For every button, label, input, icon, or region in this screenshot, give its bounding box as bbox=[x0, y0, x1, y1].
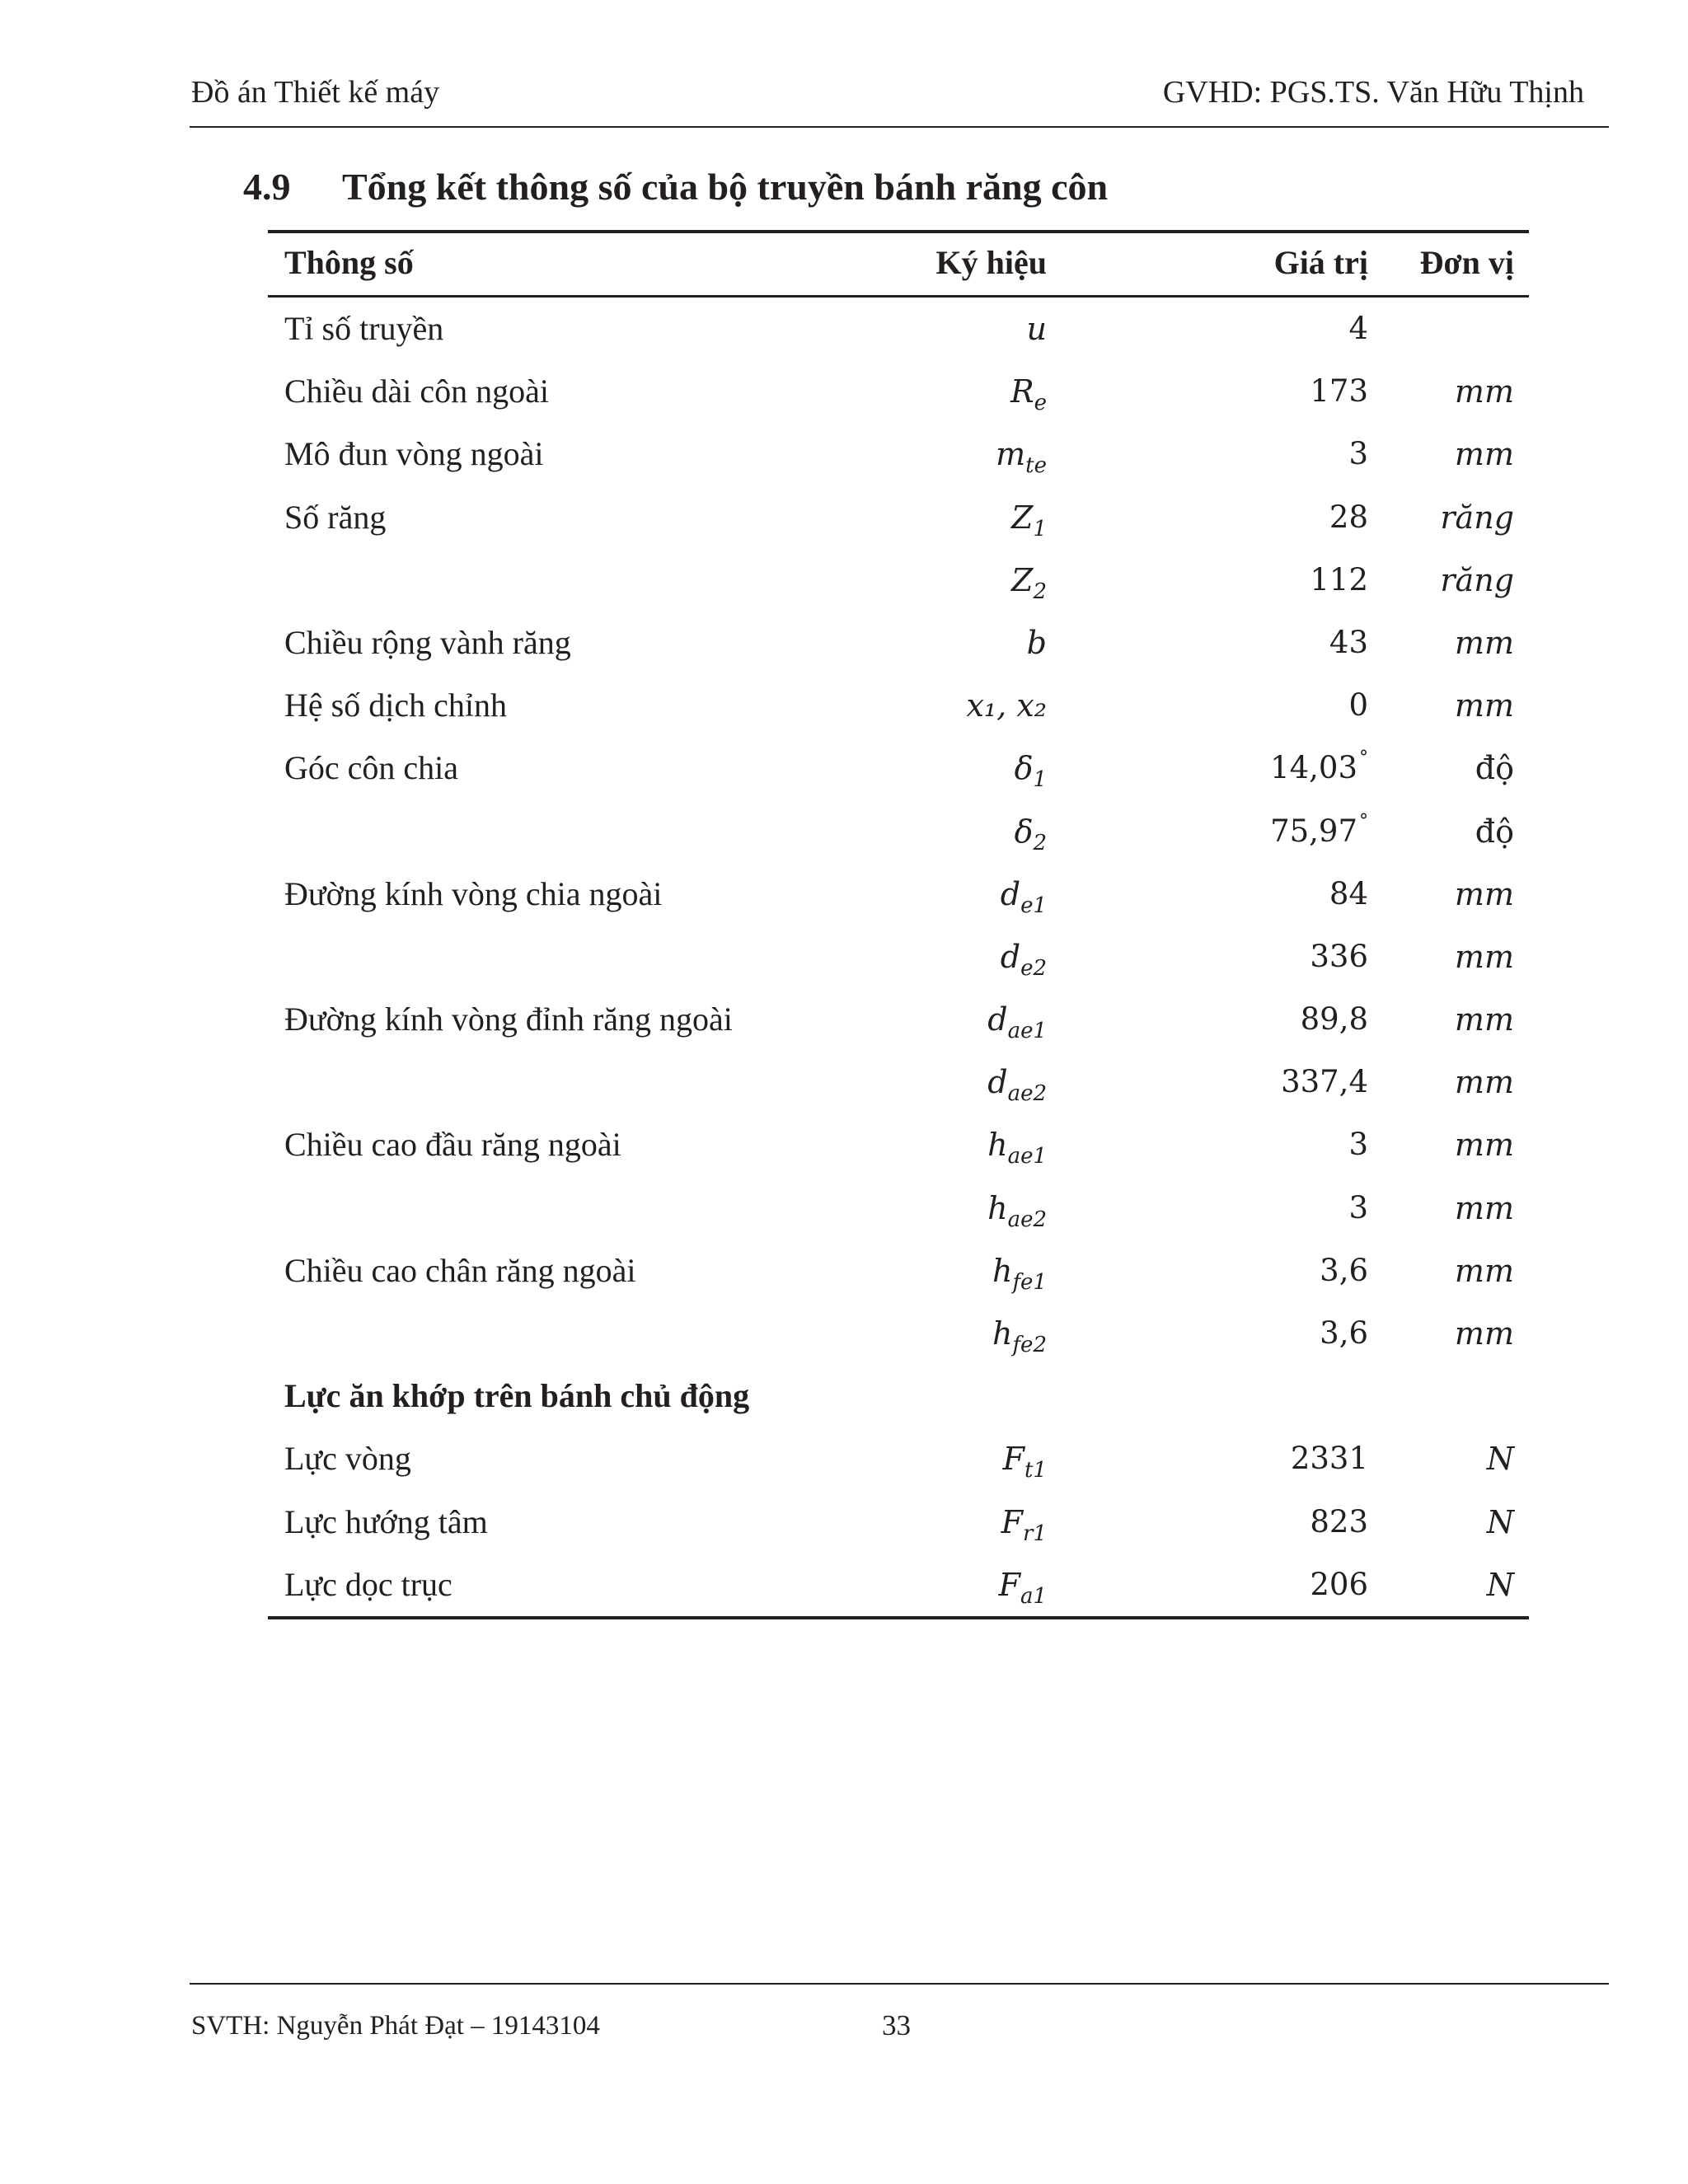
parameter-symbol bbox=[996, 423, 1047, 485]
header-value: Giá trị bbox=[1273, 244, 1368, 281]
parameter-unit: mm bbox=[1454, 1189, 1514, 1226]
parameter-value bbox=[1310, 360, 1368, 423]
symbol-subscript: fe1 bbox=[1012, 1269, 1047, 1295]
parameter-value bbox=[1329, 612, 1368, 674]
parameter-unit: N bbox=[1486, 1441, 1514, 1478]
table-row bbox=[268, 988, 1529, 1051]
value-number: 0 bbox=[1348, 687, 1368, 724]
value-number: 3,6 bbox=[1320, 1315, 1368, 1351]
symbol-base: d bbox=[987, 1001, 1008, 1038]
table-row bbox=[268, 1240, 1529, 1302]
section-number: 4.9 bbox=[243, 166, 291, 208]
table-row bbox=[268, 926, 1529, 988]
parameter-unit: răng bbox=[1440, 499, 1514, 536]
parameter-name: Hệ số dịch chỉnh bbox=[284, 687, 507, 724]
value-number: 28 bbox=[1329, 499, 1368, 535]
table-row bbox=[268, 863, 1529, 926]
symbol-subscript: ae2 bbox=[1007, 1207, 1047, 1232]
parameter-value bbox=[1348, 298, 1368, 360]
parameter-value bbox=[1348, 423, 1368, 485]
symbol-base: x₁, x₂ bbox=[966, 687, 1047, 724]
symbol-base: F bbox=[998, 1566, 1020, 1603]
parameter-value bbox=[1301, 988, 1368, 1051]
parameter-symbol bbox=[1027, 298, 1047, 360]
value-number: 112 bbox=[1310, 561, 1368, 598]
parameter-value bbox=[1310, 1491, 1368, 1554]
parameter-symbol bbox=[992, 1302, 1047, 1365]
value-number: 4 bbox=[1348, 311, 1368, 346]
symbol-subscript: 1 bbox=[1033, 516, 1047, 541]
symbol-base: d bbox=[1000, 938, 1021, 975]
parameter-unit: mm bbox=[1454, 1064, 1514, 1101]
parameter-unit: răng bbox=[1440, 561, 1514, 598]
parameter-unit: mm bbox=[1454, 1315, 1514, 1352]
parameter-symbol bbox=[1001, 926, 1047, 988]
value-number: 43 bbox=[1329, 624, 1368, 660]
footer-divider bbox=[190, 1983, 1609, 1985]
table-row bbox=[268, 298, 1529, 360]
parameter-unit: mm bbox=[1454, 687, 1514, 724]
parameter-unit: mm bbox=[1454, 436, 1514, 473]
table-row bbox=[268, 1177, 1529, 1240]
parameter-value bbox=[1281, 1051, 1368, 1113]
parameter-symbol bbox=[987, 1113, 1047, 1176]
parameter-value bbox=[1291, 1427, 1368, 1490]
parameter-name: Mô đun vòng ngoài bbox=[284, 435, 544, 473]
symbol-subscript: a1 bbox=[1020, 1583, 1047, 1609]
symbol-base: Z bbox=[1011, 499, 1034, 536]
value-number: 336 bbox=[1310, 938, 1368, 974]
parameter-name: Chiều cao chân răng ngoài bbox=[284, 1251, 636, 1289]
parameter-unit: mm bbox=[1454, 1127, 1514, 1164]
value-number: 3 bbox=[1348, 1127, 1368, 1163]
header-parameter: Thông số bbox=[284, 244, 414, 281]
symbol-base: δ bbox=[1014, 813, 1034, 850]
parameter-symbol bbox=[987, 1051, 1047, 1113]
parameter-value bbox=[1329, 486, 1368, 549]
value-number: 173 bbox=[1310, 373, 1368, 410]
parameter-name: Đường kính vòng chia ngoài bbox=[284, 874, 663, 912]
parameter-symbol bbox=[1015, 737, 1047, 799]
parameter-symbol bbox=[967, 674, 1048, 737]
parameter-name: Chiều cao đầu răng ngoài bbox=[284, 1126, 621, 1164]
value-number: 2331 bbox=[1290, 1441, 1368, 1477]
degree-mark: ° bbox=[1359, 748, 1368, 769]
section-title: Tổng kết thông số của bộ truyền bánh răng côn bbox=[342, 166, 1109, 208]
parameter-unit: N bbox=[1486, 1503, 1514, 1540]
symbol-base: F bbox=[1002, 1441, 1025, 1478]
parameter-name: Chiều dài côn ngoài bbox=[284, 373, 550, 410]
symbol-base: h bbox=[987, 1189, 1008, 1226]
parameter-value bbox=[1348, 1177, 1368, 1240]
parameter-value bbox=[1348, 674, 1368, 737]
value-number: 3,6 bbox=[1320, 1252, 1368, 1288]
parameter-name: Đường kính vòng đỉnh răng ngoài bbox=[284, 1001, 733, 1038]
parameter-unit: mm bbox=[1454, 938, 1514, 975]
symbol-subscript: e1 bbox=[1020, 893, 1047, 918]
value-number: 14,03 bbox=[1270, 750, 1357, 786]
value-number: 3 bbox=[1348, 1189, 1368, 1226]
table-row bbox=[268, 423, 1529, 485]
parameter-symbol bbox=[1011, 486, 1047, 549]
table-header-row bbox=[268, 233, 1529, 298]
parameter-name: Tỉ số truyền bbox=[284, 310, 444, 347]
degree-mark: ° bbox=[1359, 810, 1368, 832]
symbol-subscript: 1 bbox=[1033, 767, 1047, 793]
table-row bbox=[268, 612, 1529, 674]
force-section-heading: Lực ăn khớp trên bánh chủ động bbox=[284, 1377, 750, 1415]
symbol-base: h bbox=[992, 1315, 1013, 1352]
parameter-symbol bbox=[1011, 549, 1047, 612]
parameter-symbol bbox=[1010, 360, 1047, 423]
parameter-name: Lực hướng tâm bbox=[284, 1502, 488, 1540]
parameter-symbol bbox=[1003, 1427, 1047, 1490]
symbol-subscript: e2 bbox=[1020, 955, 1047, 981]
symbol-subscript: fe2 bbox=[1012, 1333, 1047, 1357]
parameter-unit: mm bbox=[1454, 1252, 1514, 1289]
supervisor-name: GVHD: PGS.TS. Văn Hữu Thịnh bbox=[1162, 75, 1584, 110]
parameter-symbol bbox=[1027, 612, 1047, 674]
parameter-unit: mm bbox=[1454, 1001, 1514, 1038]
table-body bbox=[268, 298, 1529, 1616]
table-row bbox=[268, 674, 1529, 737]
parameter-value bbox=[1310, 549, 1368, 612]
course-title: Đồ án Thiết kế máy bbox=[191, 75, 440, 110]
value-number: 89,8 bbox=[1300, 1001, 1368, 1038]
parameter-name: Lực dọc trục bbox=[284, 1565, 452, 1603]
parameter-value bbox=[1320, 1302, 1368, 1365]
symbol-base: δ bbox=[1014, 750, 1034, 787]
symbol-base: F bbox=[1001, 1503, 1024, 1540]
symbol-subscript: 2 bbox=[1033, 830, 1047, 855]
symbol-subscript: ae2 bbox=[1007, 1081, 1047, 1107]
table-row bbox=[268, 1554, 1529, 1616]
parameter-unit: độ bbox=[1475, 750, 1514, 787]
parameter-value bbox=[1329, 863, 1368, 926]
symbol-subscript: e bbox=[1034, 391, 1047, 416]
table-row bbox=[268, 486, 1529, 549]
parameter-symbol bbox=[1015, 800, 1047, 863]
symbol-base: m bbox=[996, 436, 1026, 473]
symbol-base: u bbox=[1026, 311, 1047, 347]
parameter-value bbox=[1310, 1554, 1368, 1616]
value-number: 206 bbox=[1310, 1566, 1368, 1602]
parameter-unit: mm bbox=[1454, 624, 1514, 661]
symbol-subscript: t1 bbox=[1025, 1458, 1047, 1483]
symbol-subscript: ae1 bbox=[1007, 1144, 1047, 1169]
parameter-symbol bbox=[1001, 1491, 1047, 1554]
symbol-base: h bbox=[992, 1252, 1013, 1289]
parameter-name: Lực vòng bbox=[284, 1440, 411, 1478]
symbol-subscript: r1 bbox=[1023, 1521, 1047, 1546]
table-row bbox=[268, 1113, 1529, 1176]
symbol-subscript: te bbox=[1025, 453, 1047, 479]
parameter-unit: N bbox=[1486, 1566, 1514, 1603]
parameter-name: Chiều rộng vành răng bbox=[284, 623, 571, 661]
parameter-name: Số răng bbox=[284, 498, 387, 536]
parameters-table bbox=[268, 230, 1529, 1619]
table-row bbox=[268, 1302, 1529, 1365]
header-divider bbox=[190, 126, 1609, 128]
parameter-value bbox=[1270, 737, 1368, 799]
symbol-base: h bbox=[987, 1127, 1008, 1164]
header-symbol: Ký hiệu bbox=[935, 244, 1047, 281]
table-row bbox=[268, 1051, 1529, 1113]
table-row bbox=[268, 549, 1529, 612]
student-info: SVTH: Nguyễn Phát Đạt – 19143104 bbox=[191, 2011, 600, 2041]
value-number: 75,97 bbox=[1270, 813, 1357, 849]
symbol-subscript: ae1 bbox=[1007, 1019, 1047, 1044]
parameter-symbol bbox=[987, 988, 1047, 1051]
section-heading bbox=[243, 165, 1108, 209]
symbol-base: b bbox=[1026, 624, 1047, 661]
table-row bbox=[268, 1491, 1529, 1554]
table-row bbox=[268, 1427, 1529, 1490]
value-number: 823 bbox=[1310, 1503, 1368, 1540]
parameter-value bbox=[1320, 1240, 1368, 1302]
parameter-unit: mm bbox=[1454, 373, 1514, 410]
header-unit: Đơn vị bbox=[1419, 244, 1514, 281]
force-section-row bbox=[268, 1365, 1529, 1427]
parameter-symbol bbox=[987, 1177, 1047, 1240]
parameter-value bbox=[1348, 1113, 1368, 1176]
parameter-symbol bbox=[999, 1554, 1047, 1616]
symbol-base: d bbox=[1000, 875, 1021, 912]
value-number: 3 bbox=[1348, 436, 1368, 472]
symbol-base: R bbox=[1010, 373, 1034, 410]
symbol-base: Z bbox=[1011, 561, 1034, 598]
parameter-unit: độ bbox=[1475, 813, 1514, 850]
value-number: 337,4 bbox=[1281, 1064, 1368, 1100]
table-row bbox=[268, 360, 1529, 423]
parameter-value bbox=[1270, 800, 1368, 863]
parameter-value bbox=[1310, 926, 1368, 988]
parameter-name: Góc côn chia bbox=[284, 749, 459, 787]
parameter-symbol bbox=[992, 1240, 1047, 1302]
parameter-symbol bbox=[1001, 863, 1047, 926]
symbol-base: d bbox=[987, 1064, 1008, 1101]
table-row bbox=[268, 737, 1529, 799]
parameter-unit: mm bbox=[1454, 875, 1514, 912]
value-number: 84 bbox=[1329, 875, 1368, 912]
symbol-subscript: 2 bbox=[1033, 579, 1047, 604]
page-number: 33 bbox=[882, 2009, 911, 2041]
table-row bbox=[268, 800, 1529, 863]
